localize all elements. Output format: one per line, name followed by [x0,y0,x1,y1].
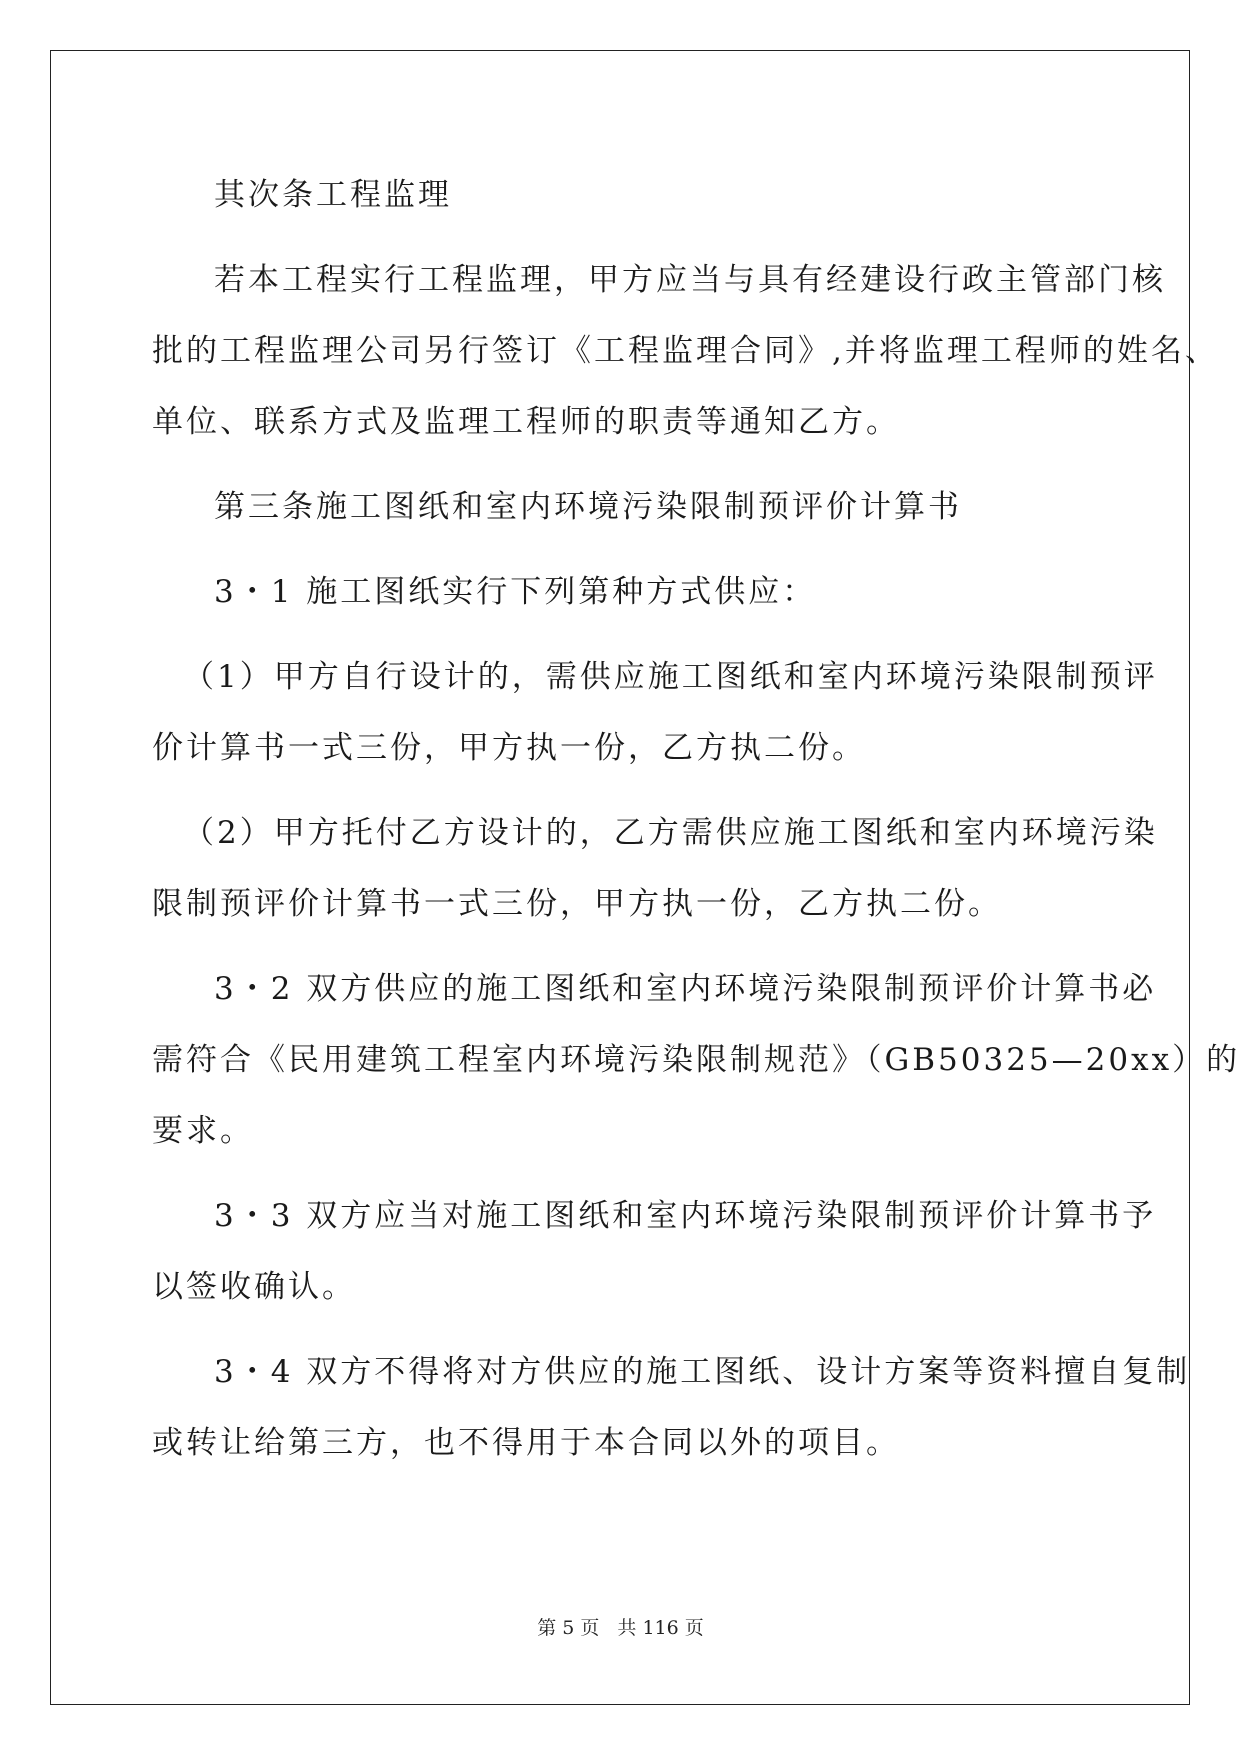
clause-3-3-line: 3・3 双方应当对施工图纸和室内环境污染限制预评价计算书予 [214,1198,1157,1234]
clause-3-2-line: 要求。 [152,1113,254,1149]
page-number: 第 5 页 [537,1617,600,1639]
clause-3-3-line: 以签收确认。 [152,1269,356,1305]
document-body [152,160,1241,1479]
clause-3-4-line: 3・4 双方不得将对方供应的施工图纸、设计方案等资料擅自复制 [214,1354,1191,1390]
item-1-line: （1）甲方自行设计的，需供应施工图纸和室内环境污染限制预评 [183,659,1158,695]
clause-3-4-line: 或转让给第三方，也不得用于本合同以外的项目。 [152,1425,900,1461]
page-total: 共 116 页 [617,1617,704,1639]
clause-3-1: 3・1 施工图纸实行下列第种方式供应： [214,574,817,610]
section-heading-drawings: 第三条施工图纸和室内环境污染限制预评价计算书 [214,489,962,525]
section-heading-supervision: 其次条工程监理 [214,177,452,213]
page-footer [0,1613,1241,1640]
item-2-line: （2）甲方托付乙方设计的，乙方需供应施工图纸和室内环境污染 [183,815,1158,851]
item-2-line: 限制预评价计算书一式三份，甲方执一份，乙方执二份。 [152,886,1002,922]
paragraph-line: 批的工程监理公司另行签订《工程监理合同》,并将监理工程师的姓名、 [152,333,1219,369]
clause-3-2-line: 3・2 双方供应的施工图纸和室内环境污染限制预评价计算书必 [214,971,1157,1007]
paragraph-line: 若本工程实行工程监理，甲方应当与具有经建设行政主管部门核 [214,262,1166,298]
paragraph-line: 单位、联系方式及监理工程师的职责等通知乙方。 [152,404,900,440]
clause-3-2-line: 需符合《民用建筑工程室内环境污染限制规范》（GB50325—20xx）的 [152,1042,1241,1078]
item-1-line: 价计算书一式三份，甲方执一份，乙方执二份。 [152,730,866,766]
